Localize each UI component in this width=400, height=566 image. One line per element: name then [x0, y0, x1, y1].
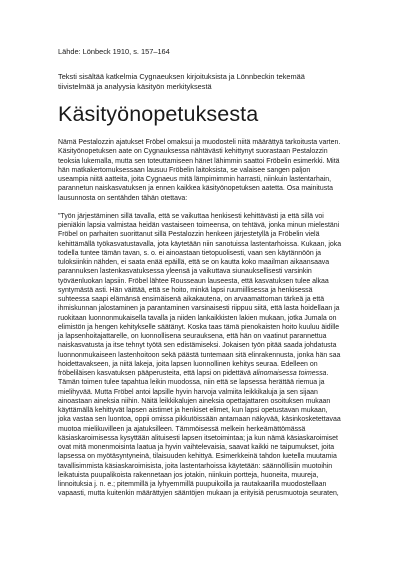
quotation-paragraph [58, 212, 342, 499]
source-citation: Lähde: Lönbeck 1910, s. 157–164 [58, 47, 170, 56]
quote-emphasis: alinomaisessa toimessa [252, 370, 327, 377]
quote-text-after: . Tämän toimen tulee tapahtua leikin muodossa, niin että se lapsessa herättää riemua ja mielihyvää. Mutta Fröbel antoi lapsille hyvin harvoja valmiita leikkikaluja ja sen sijaan ainoastaan aineksia niihin. Näitä leikkikalujen aineksia opettajattaren osoituksen mukaan käyttämällä kehittyvät lapsen aistimet ja henkiset elimet, kun lapsi opetustavan mukaan, joka vastaa sen luontoa, oppii omissa pikkutöissään antamaan näkyvää, käsinkosketettavaa muotoa mielikuvilleen ja ajatuksilleen. Tämmöisessä melkein herkeämättömässä käsiaskaroimisessa kysyttään alituisesti lapsen itsetoimintaa; ja kun nämä käsiaskaroimiset ovat mitä monenmoisinta laatua ja hyvin vaihtelevaisia, saavat kaikki ne taipumukset, joita lapsessa on myötäsyntyneinä, tilaisuuden kehittyä. Esimerkkeinä tahdon luetella muutamia tavallisimmista käsiaskaroimisista, joita lastentarhoissa käytetään: säännöllisiin muotoihin leikatuista puupalikoista rakennetaan jos jotakin, niinkuin portteja, huoneita, muureja, linnoituksia j. n. e.; pitemmillä ja lyhyemmillä puupuikoilla ja rautakaarilla muodostellaan vapaasti, mutta kuitenkin määrättyjen sääntöjen mukaan ja erityisiä perusmuotoja seuraten, [58, 370, 341, 498]
body-paragraph: Nämä Pestalozzin ajatukset Fröbel omaksui ja muodosteli niitä määrättyä tarkoitusta varten. Käsityönopetuksen aate on Cygnauksessa nähtävästi kehittynyt suorastaan Pestalozzin teoksia lukemalla, mutta sen toteuttamiseen hänet lähimmin saattoi Fröbelin esimerkki. Mitä hän matkakertomuksessaan lausuu Fröbelin laitoksista, se valaisee sangen paljon useampia niitä aatteita, joita Cygnaeus mitä lämpimimmin harrasti, niinkuin lastentarhain, parannetun naiskasvatuksen ja ennen kaikkea käsityönopetuksen aatetta. Osa mainitusta lausunnosta on sentähden tähän otettava: [58, 139, 341, 202]
quote-text-before: "Työn järjestäminen sillä tavalla, että se vaikuttaa henkisesti kehittävästi ja että sillä voi pieniäkin lapsia valmistaa heidän vastaiseen toimeensa, on tehtävä, jonka minun mielestäni Fröbel on parhaiten suorittanut sillä Pestalozzin henkeen järjestetyllä ja Fröbelin vielä kehittämällä työkasvatustavalla, jota käytetään niin sanotuissa lastentarhoissa. Kukaan, joka todella tuntee tämän tavan, s. o. ei ainoastaan tietopuolisesti, vaan sen käytännöön ja tuloksiinkin nähden, ei saata enää epäillä, että se on kautta koko maailman aikaansaava parannuksen lastenkasvatuksessa yleensä ja vaikuttava siunauksellisesti varsinkin työväenluokan lapsiin. Fröbel lähtee Rousseaun lauseesta, että kasvatuksen tulee alkaa syntymästä asti. Hän väittää, että se hoito, minkä lapsi ruumiillisessa ja henkisessä suhteessa saapi elämänsä ensimäisenä aikakautena, on arvaamattoman tärkeä ja että ihmiskunnan jalostaminen ja parantaminen varsinaisesti riippuu siitä, että lasta hoidellaan ja ruokitaan luonnonmukaisella tavalla ja niiden lankaikkisten lakien mukaan, jotka Jumala on elimistön ja hengen kehitykselle säätänyt. Koska taas tämä pienokaisten hoito kuuluu äidille ja lapsenhoitajattarelle, on luonnollisena seurauksena, että hän on vaatinut parannettua naiskasvatusta ja itse tehnyt työtä sen edistämiseksi. Jokaisen työn pitää saada johdatusta luonnonmukaiseen lastenhoitoon sekä päästä tuntemaan sitä elinrakennusta, jonka hän saa hoidettavakseen, ja niitä lakeja, joita lapsen luonnollinen kehitys seuraa. Edelleen on fröbeliläisen kasvatuksen pääperusteita, että lapsi on pidettävä [58, 212, 342, 377]
intro-note: Teksti sisältää katkelmia Cygnaeuksen kirjoituksista ja Lönnbeckin tekemää tiivistelmää ja analyysia käsityön merkityksestä [58, 72, 305, 91]
page-title: Käsityönopetuksesta [58, 102, 259, 126]
